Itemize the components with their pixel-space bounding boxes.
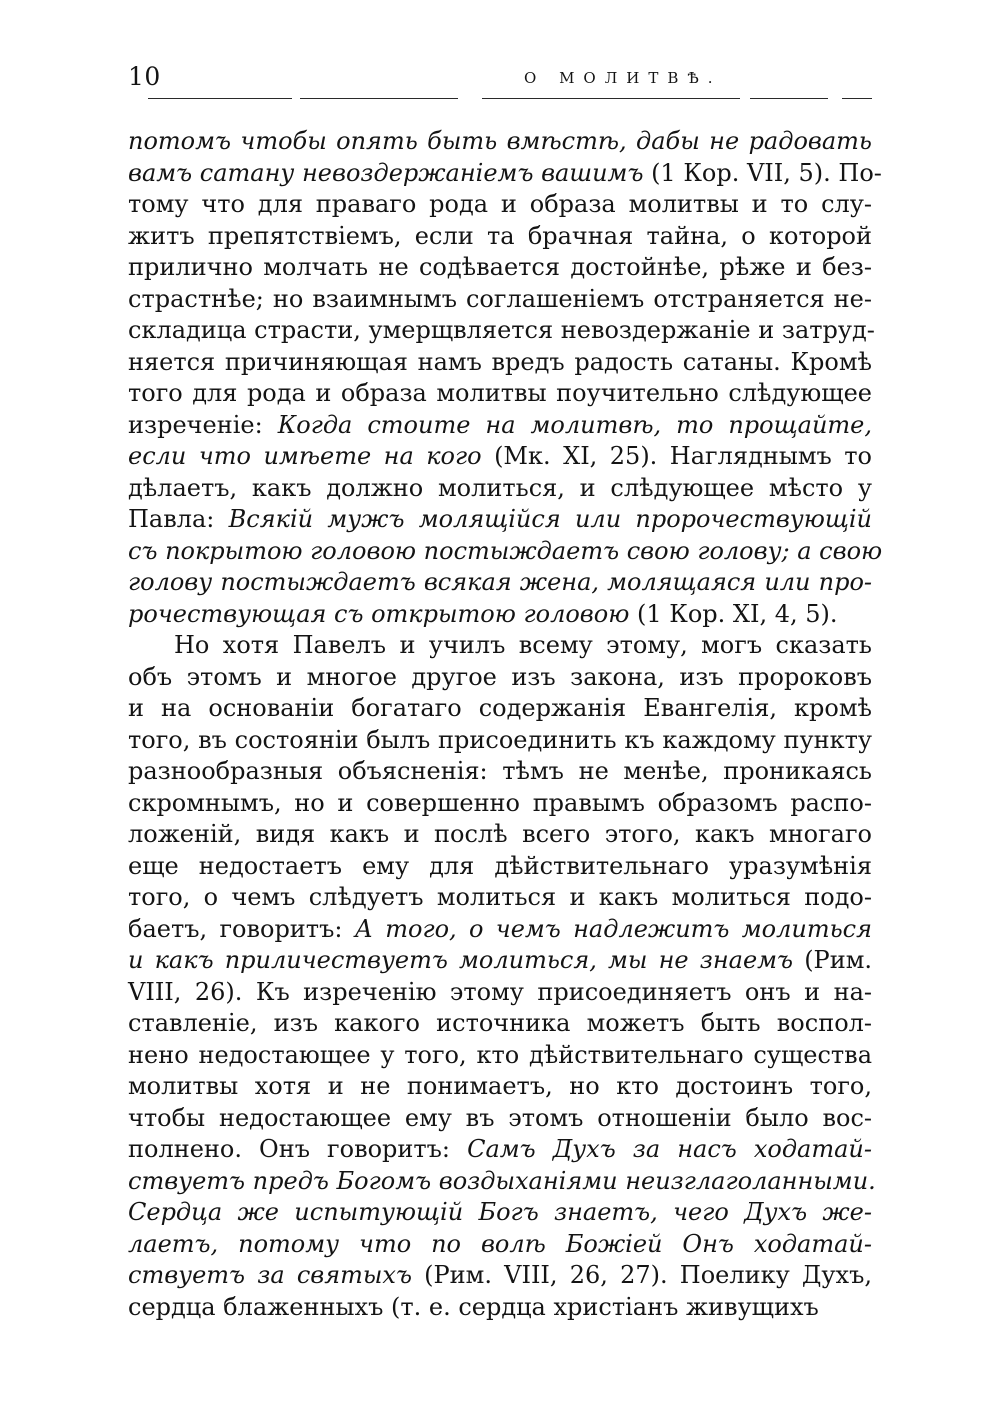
italic-quote-segment: голову постыждаетъ всякая жена, молящаяся или про-: [128, 568, 872, 596]
italic-quote-segment: А того, о чемъ надлежитъ молиться: [354, 914, 872, 943]
page-header: [128, 62, 872, 102]
text-line: [128, 1260, 872, 1292]
text-segment: того, о чемъ слѣдуетъ молиться и какъ молиться подо-: [128, 883, 872, 911]
text-segment: того, въ состояніи былъ присоединить къ каждому пункту: [128, 725, 872, 754]
text-line: [128, 662, 872, 694]
text-segment: (Мк. XI, 25). Нагляднымъ то: [481, 442, 872, 470]
text-line: [128, 630, 872, 662]
text-segment: няется причиняющая намъ вредъ радость сатаны. Кромѣ: [128, 347, 872, 376]
text-segment: еще недостаетъ ему для дѣйствительнаго уразумѣнія: [128, 851, 872, 880]
italic-quote-segment: лаетъ, потому что по волѣ Божіей Онъ ходатай-: [128, 1229, 872, 1258]
text-line: [128, 410, 872, 442]
text-line: [128, 693, 872, 725]
text-segment: страстнѣе; но взаимнымъ соглашеніемъ отстраняется не-: [128, 284, 872, 313]
text-line: [128, 1008, 872, 1040]
text-segment: ложеній, видя какъ и послѣ всего этого, какъ многаго: [128, 820, 872, 848]
text-line: [128, 756, 872, 788]
text-line: [128, 252, 872, 284]
italic-quote-segment: Когда стоите на молитвѣ, то прощайте,: [277, 410, 872, 439]
text-line: [128, 126, 872, 158]
italic-quote-segment: съ покрытою головою постыждаетъ свою голову; а свою: [128, 536, 883, 565]
italic-quote-segment: вамъ сатану невоздержаніемъ вашимъ: [128, 158, 644, 187]
text-line: [128, 504, 872, 536]
text-segment: ставленіе, изъ какого источника можетъ быть воспол-: [128, 1009, 872, 1037]
text-segment: житъ препятствіемъ, если та брачная тайна, о которой: [128, 221, 872, 250]
text-line: [128, 1134, 872, 1166]
text-line: [128, 1071, 872, 1103]
page-number: 10: [128, 62, 161, 91]
text-segment: чтобы недостающее ему въ этомъ отношеніи было вос-: [128, 1103, 872, 1132]
italic-quote-segment: Всякій мужъ молящійся или пророчествующій: [228, 505, 872, 533]
text-line: [128, 158, 882, 190]
paragraph: [128, 126, 883, 630]
text-segment: дѣлаетъ, какъ должно молиться, и слѣдующее мѣсто у: [128, 473, 872, 502]
text-line: [128, 788, 872, 820]
text-line: [128, 567, 872, 599]
text-line: [128, 347, 872, 379]
text-segment: разнообразныя объясненія: тѣмъ не менѣе, проникаясь: [128, 757, 872, 785]
italic-quote-segment: ствуетъ предъ Богомъ воздыханіями неизглаголанными.: [128, 1166, 876, 1195]
text-segment: (1 Кор. XI, 4, 5).: [629, 599, 838, 628]
text-line: [128, 819, 872, 851]
text-segment: прилично молчать не содѣвается достойнѣе, рѣже и без-: [128, 253, 872, 281]
text-line: [128, 315, 875, 347]
italic-quote-segment: Сердца же испытующій Богъ знаетъ, чего Духъ же-: [128, 1198, 872, 1226]
text-line: [128, 882, 872, 914]
text-segment: (Рим. VIII, 26, 27). Поелику Духъ,: [411, 1261, 872, 1289]
text-segment: сердца блаженныхъ (т. е. сердца христіанъ живущихъ: [128, 1292, 819, 1321]
text-segment: полнено. Онъ говоритъ:: [128, 1135, 468, 1163]
text-segment: VIII, 26). Къ изреченію этому присоединяетъ онъ и на-: [128, 977, 872, 1006]
text-line: [128, 1166, 876, 1198]
text-segment: складица страсти, умерщвляется невоздержаніе и затруд-: [128, 316, 875, 344]
text-segment: Павла:: [128, 505, 229, 533]
text-line: [128, 914, 872, 946]
text-segment: (1 Кор. VII, 5). По-: [643, 158, 882, 187]
text-line: [128, 284, 872, 316]
text-line: [128, 189, 872, 221]
italic-quote-segment: рочествующая съ открытою головою: [128, 599, 630, 628]
text-line: [128, 441, 872, 473]
paragraph: [128, 630, 876, 1323]
text-segment: тому что для праваго рода и образа молитвы и то слу-: [128, 190, 872, 218]
text-line: [128, 1292, 872, 1324]
body-text: [128, 126, 883, 1323]
text-line: [128, 1229, 872, 1261]
text-segment: нено недостающее у того, кто дѣйствительнаго существа: [128, 1040, 872, 1069]
text-line: [128, 473, 872, 505]
italic-quote-segment: Самъ Духъ за насъ ходатай-: [467, 1135, 872, 1163]
text-line: [128, 378, 872, 410]
text-line: [128, 599, 872, 631]
text-segment: молитвы хотя и не понимаетъ, но кто достоинъ того,: [128, 1072, 872, 1100]
italic-quote-segment: и какъ приличествуетъ молиться, мы не знаемъ: [128, 946, 794, 974]
text-segment: и на основаніи богатаго содержанія Евангелія, кромѣ: [128, 694, 872, 722]
text-line: [128, 1197, 872, 1229]
text-segment: изреченіе:: [128, 410, 278, 439]
text-line: [128, 851, 872, 883]
header-rule-gap: [740, 95, 750, 101]
header-rule-gap: [458, 95, 482, 101]
header-rule-gap: [292, 95, 300, 101]
text-segment: того для рода и образа молитвы поучительно слѣдующее: [128, 379, 872, 407]
text-segment: (Рим.: [793, 946, 873, 974]
header-rule-gap: [828, 95, 842, 101]
running-title: О МОЛИТВѢ.: [524, 69, 722, 87]
text-line: [128, 536, 883, 568]
text-line: [128, 725, 872, 757]
text-line: [128, 977, 872, 1009]
italic-quote-segment: ствуетъ за святыхъ: [128, 1261, 412, 1289]
header-rule: [148, 98, 872, 99]
italic-quote-segment: если что имѣете на кого: [128, 442, 482, 470]
text-line: [128, 1040, 872, 1072]
italic-quote-segment: потомъ чтобы опять быть вмѣстѣ, дабы не радовать: [128, 127, 872, 155]
text-line: [128, 221, 872, 253]
text-segment: баетъ, говоритъ:: [128, 914, 355, 943]
text-segment: объ этомъ и многое другое изъ закона, изъ пророковъ: [128, 662, 872, 691]
text-segment: скромнымъ, но и совершенно правымъ образомъ распо-: [128, 788, 872, 817]
text-segment: Но хотя Павелъ и училъ всему этому, могъ сказать: [174, 631, 872, 659]
text-line: [128, 945, 872, 977]
text-line: [128, 1103, 872, 1135]
